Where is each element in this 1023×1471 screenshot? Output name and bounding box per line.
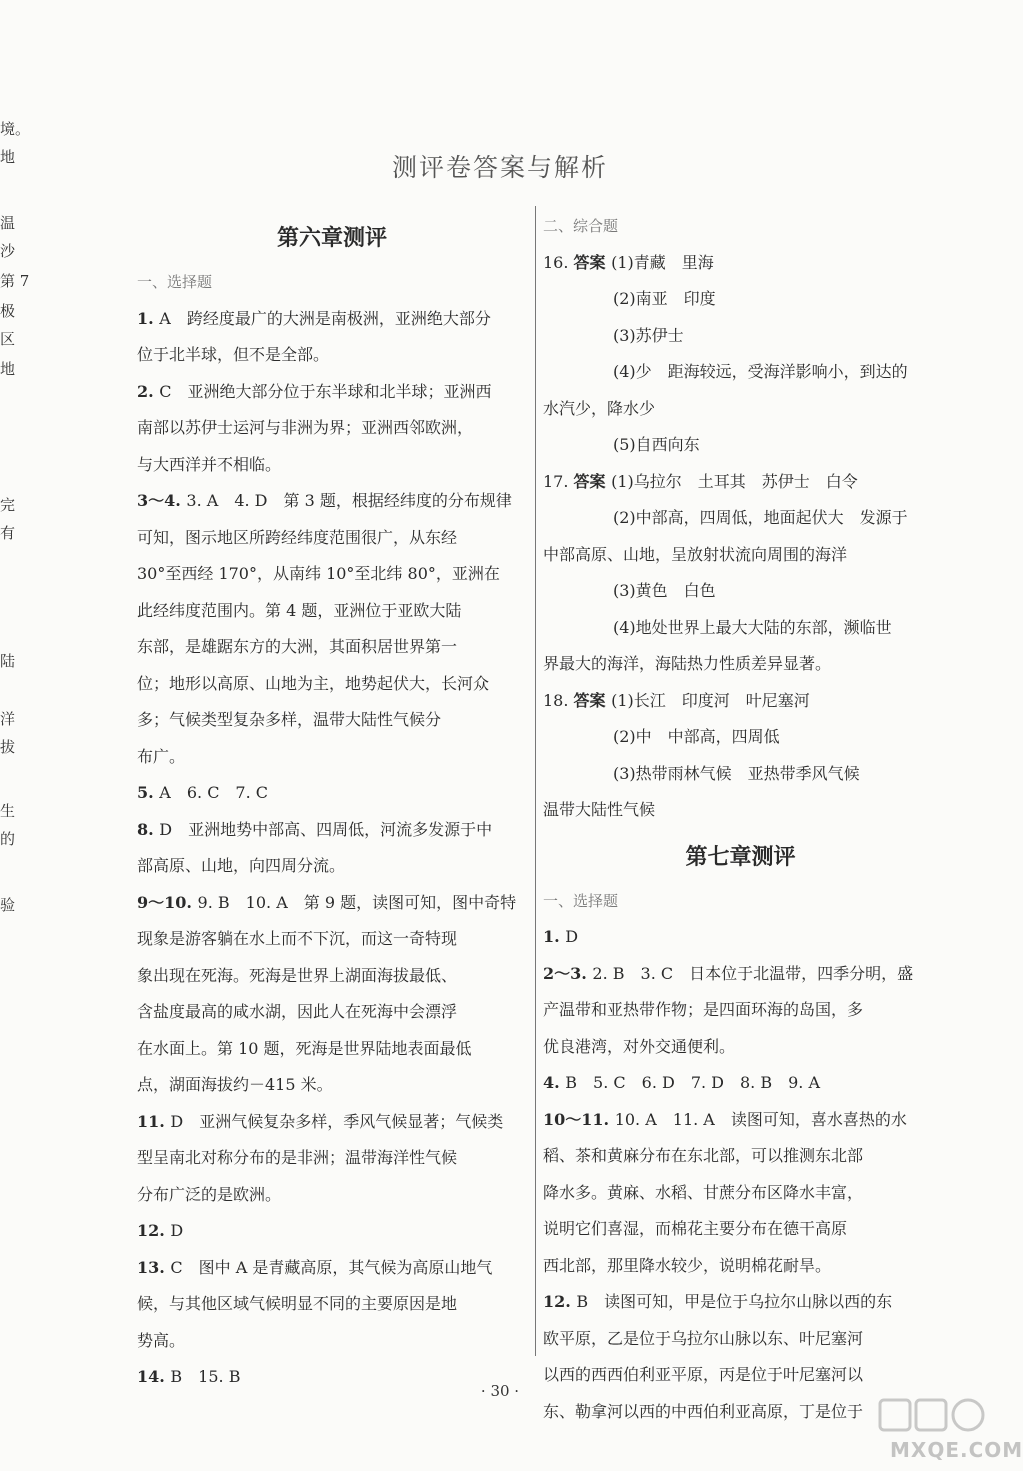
answer-text: D 亚洲地势中部高、四周低，河流多发源于中 bbox=[159, 819, 493, 839]
answer-line bbox=[543, 683, 938, 720]
answer-text: B 读图可知，甲是位于乌拉尔山脉以西的东 bbox=[576, 1292, 893, 1311]
edge-fragment: 境。 bbox=[0, 120, 31, 138]
answer-number: 18. bbox=[543, 690, 574, 710]
answer-number: 3～4. bbox=[137, 491, 187, 510]
section-comprehensive: 二、综合题 bbox=[543, 217, 619, 235]
answer-line bbox=[543, 1284, 938, 1321]
answer-text: 2. B 3. C 日本位于北温带，四季分明，盛 bbox=[592, 963, 914, 983]
answer-line: 界最大的海洋，海陆热力性质差异显著。 bbox=[543, 654, 832, 673]
answer-line: (4)地处世界上最大大陆的东部，濒临世 bbox=[613, 617, 892, 637]
answer-line: 产温带和亚热带作物；是四面环海的岛国，多 bbox=[543, 1000, 864, 1019]
answer-number: 5. bbox=[137, 783, 160, 802]
answer-line bbox=[137, 1250, 527, 1287]
answer-item bbox=[543, 919, 938, 956]
answer-item bbox=[137, 812, 527, 885]
answer-item bbox=[543, 1102, 938, 1285]
answer-number: 10～11. bbox=[543, 1109, 615, 1129]
answer-text: C 图中 A 是青藏高原，其气候为高原山地气 bbox=[170, 1257, 493, 1277]
answer-number: 16. bbox=[543, 252, 574, 272]
edge-fragment: 有 bbox=[0, 524, 16, 542]
answer-line: 布广。 bbox=[137, 746, 186, 766]
answer-line: 含盐度最高的咸水湖，因此人在死海中会漂浮 bbox=[137, 1002, 458, 1021]
answer-line: 中部高原、山地，呈放射状流向周围的海洋 bbox=[543, 544, 848, 564]
answer-number: 14. bbox=[137, 1367, 171, 1386]
answer-line: (5)自西向东 bbox=[613, 435, 700, 454]
answer-line: 型呈南北对称分布的是非洲；温带海洋性气候 bbox=[137, 1148, 458, 1167]
edge-fragment: 温 bbox=[0, 214, 16, 232]
answer-line bbox=[137, 775, 527, 812]
edge-fragment: 验 bbox=[0, 896, 16, 914]
answer-line: (3)热带雨林气候 亚热带季风气候 bbox=[613, 763, 860, 783]
edge-fragment: 陆 bbox=[0, 652, 16, 670]
answer-line: 位于北半球，但不是全部。 bbox=[137, 345, 330, 364]
answer-text: A 6. C 7. C bbox=[159, 783, 269, 802]
edge-fragment: 沙 bbox=[0, 242, 16, 260]
edge-fragment: 的 bbox=[0, 830, 16, 848]
answer-line: (3)苏伊士 bbox=[613, 325, 684, 345]
answer-line: 部高原、山地，向四周分流。 bbox=[137, 856, 346, 875]
chapter-6-title: 第六章测评 bbox=[276, 225, 387, 251]
answer-line: 候，与其他区域气候明显不同的主要原因是地 bbox=[137, 1294, 458, 1313]
answer-label: 答案 bbox=[573, 690, 612, 710]
answer-text: 9. B 10. A 第 9 题，读图可知，图中奇特 bbox=[197, 892, 517, 912]
answer-line bbox=[137, 483, 527, 520]
answer-item bbox=[137, 1104, 527, 1214]
answer-number: 4. bbox=[543, 1073, 566, 1092]
answer-line: 在水面上。第 10 题，死海是世界陆地表面最低 bbox=[137, 1038, 472, 1058]
answer-line bbox=[137, 1104, 527, 1141]
answer-line: 西北部，那里降水较少，说明棉花耐旱。 bbox=[543, 1255, 832, 1275]
answer-line: 东部，是雄踞东方的大洲，其面积居世界第一 bbox=[137, 637, 458, 656]
answer-item bbox=[543, 956, 938, 1066]
chapter-7-answers bbox=[543, 919, 938, 1430]
answer-line: (4)少 距海较远，受海洋影响小，到达的 bbox=[613, 362, 908, 381]
answer-number: 2～3. bbox=[543, 963, 593, 983]
answer-line bbox=[137, 1213, 527, 1250]
answer-line: 稻、茶和黄麻分布在东北部，可以推测东北部 bbox=[543, 1146, 864, 1165]
answer-line: (2)中部高，四周低，地面起伏大 发源于 bbox=[613, 508, 908, 527]
edge-fragment: 完 bbox=[0, 496, 16, 514]
answer-line: 降水多。黄麻、水稻、甘蔗分布区降水丰富， bbox=[543, 1182, 864, 1202]
comprehensive-answers bbox=[543, 245, 938, 829]
section-choice-7: 一、选择题 bbox=[543, 891, 619, 910]
answer-item bbox=[137, 775, 527, 812]
column-divider bbox=[535, 206, 536, 1356]
edge-fragment: 第 7 bbox=[0, 272, 30, 290]
answer-number: 12. bbox=[543, 1292, 577, 1311]
answer-item bbox=[137, 483, 527, 775]
chapter-7-title: 第七章测评 bbox=[685, 843, 796, 870]
answer-number: 12. bbox=[137, 1221, 171, 1240]
edge-fragment: 拔 bbox=[0, 738, 16, 756]
answer-item bbox=[137, 301, 527, 374]
answer-number: 9～10. bbox=[137, 892, 198, 912]
edge-fragment: 地 bbox=[0, 148, 16, 166]
answer-line bbox=[543, 919, 938, 956]
page-number: · 30 · bbox=[480, 1382, 520, 1400]
right-column bbox=[543, 208, 938, 1430]
answer-label: 答案 bbox=[573, 252, 612, 272]
answer-line: 位；地形以高原、山地为主，地势起伏大，长河众 bbox=[137, 673, 490, 693]
watermark-text: MXQE.COM bbox=[890, 1438, 1023, 1462]
answer-line: 点，湖面海拔约－415 米。 bbox=[137, 1075, 333, 1094]
answer-line: 30°至西经 170°，从南纬 10°至北纬 80°，亚洲在 bbox=[137, 564, 500, 583]
answer-number: 17. bbox=[543, 471, 574, 491]
answer-line: 南部以苏伊士运河与非洲为界；亚洲西邻欧洲， bbox=[137, 418, 474, 437]
answer-line: 象出现在死海。死海是世界上湖面海拔最低、 bbox=[137, 965, 458, 985]
answer-item bbox=[137, 1213, 527, 1250]
answer-text: D bbox=[565, 927, 579, 946]
answer-number: 11. bbox=[137, 1111, 171, 1131]
answer-text: B 5. C 6. D 7. D 8. B 9. A bbox=[565, 1073, 821, 1092]
answer-text: (1)长江 印度河 叶尼塞河 bbox=[611, 690, 810, 710]
answer-line bbox=[543, 1065, 938, 1102]
section-choice-6: 一、选择题 bbox=[137, 273, 213, 291]
answer-line bbox=[543, 245, 938, 282]
edge-fragment: 区 bbox=[0, 330, 16, 348]
edge-fragment: 极 bbox=[0, 302, 16, 320]
chapter-6-answers bbox=[137, 301, 527, 1396]
answer-number: 8. bbox=[137, 819, 160, 839]
answer-text: A 跨经度最广的大洲是南极洲，亚洲绝大部分 bbox=[159, 308, 491, 328]
answer-item bbox=[137, 885, 527, 1104]
answer-line: (2)中 中部高，四周低 bbox=[613, 727, 780, 746]
answer-number: 13. bbox=[137, 1257, 171, 1277]
answer-line: 水汽少，降水少 bbox=[543, 398, 656, 418]
answer-line: 此经纬度范围内。第 4 题，亚洲位于亚欧大陆 bbox=[137, 600, 462, 620]
answer-line: 说明它们喜湿，而棉花主要分布在德干高原 bbox=[543, 1219, 848, 1238]
page-title: 测评卷答案与解析 bbox=[391, 153, 608, 182]
edge-fragment: 地 bbox=[0, 360, 16, 378]
left-column bbox=[137, 218, 527, 1396]
answer-line: 东、勒拿河以西的中西伯利亚高原，丁是位于 bbox=[543, 1401, 864, 1421]
edge-fragment: 生 bbox=[0, 802, 16, 820]
answer-item bbox=[137, 1250, 527, 1360]
answer-item bbox=[137, 374, 527, 484]
answer-line: 温带大陆性气候 bbox=[543, 800, 656, 819]
answer-text: (1)青藏 里海 bbox=[611, 252, 714, 272]
answer-text: D bbox=[170, 1221, 184, 1240]
answer-line: 分布广泛的是欧洲。 bbox=[137, 1184, 282, 1204]
answer-line: 势高。 bbox=[137, 1330, 186, 1350]
answer-text: 10. A 11. A 读图可知，喜水喜热的水 bbox=[614, 1109, 907, 1129]
answer-line: (3)黄色 白色 bbox=[613, 581, 716, 600]
answer-line bbox=[543, 464, 938, 501]
answer-line: (2)南亚 印度 bbox=[613, 289, 716, 308]
answer-line: 多；气候类型复杂多样，温带大陆性气候分 bbox=[137, 710, 442, 729]
answer-number: 1. bbox=[543, 927, 566, 946]
edge-fragment: 洋 bbox=[0, 710, 16, 728]
answer-text: C 亚洲绝大部分位于东半球和北半球；亚洲西 bbox=[159, 381, 492, 401]
answer-line: 欧平原，乙是位于乌拉尔山脉以东、叶尼塞河 bbox=[543, 1328, 864, 1348]
answer-text: D 亚洲气候复杂多样，季风气候显著；气候类 bbox=[170, 1111, 504, 1131]
answer-item bbox=[543, 1065, 938, 1102]
answer-line: 与大西洋并不相临。 bbox=[137, 454, 282, 474]
answer-line bbox=[137, 374, 527, 411]
answer-line: 现象是游客躺在水上而不下沉，而这一奇特现 bbox=[137, 929, 458, 948]
answer-line bbox=[543, 956, 938, 993]
answer-line: 可知，图示地区所跨经纬度范围很广，从东经 bbox=[137, 527, 458, 547]
answer-line bbox=[137, 885, 527, 922]
answer-line: 优良港湾，对外交通便利。 bbox=[543, 1036, 736, 1056]
answer-line bbox=[137, 301, 527, 338]
answer-line: 以西的西西伯利亚平原，丙是位于叶尼塞河以 bbox=[543, 1365, 864, 1384]
answer-text: (1)乌拉尔 土耳其 苏伊士 白令 bbox=[611, 471, 858, 491]
answer-text: B 15. B bbox=[170, 1367, 241, 1386]
answer-label: 答案 bbox=[573, 471, 612, 491]
answer-number: 2. bbox=[137, 381, 160, 401]
answer-line bbox=[137, 812, 527, 849]
answer-number: 1. bbox=[137, 308, 160, 328]
answer-text: 3. A 4. D 第 3 题，根据经纬度的分布规律 bbox=[186, 491, 512, 510]
answer-line bbox=[543, 1102, 938, 1139]
